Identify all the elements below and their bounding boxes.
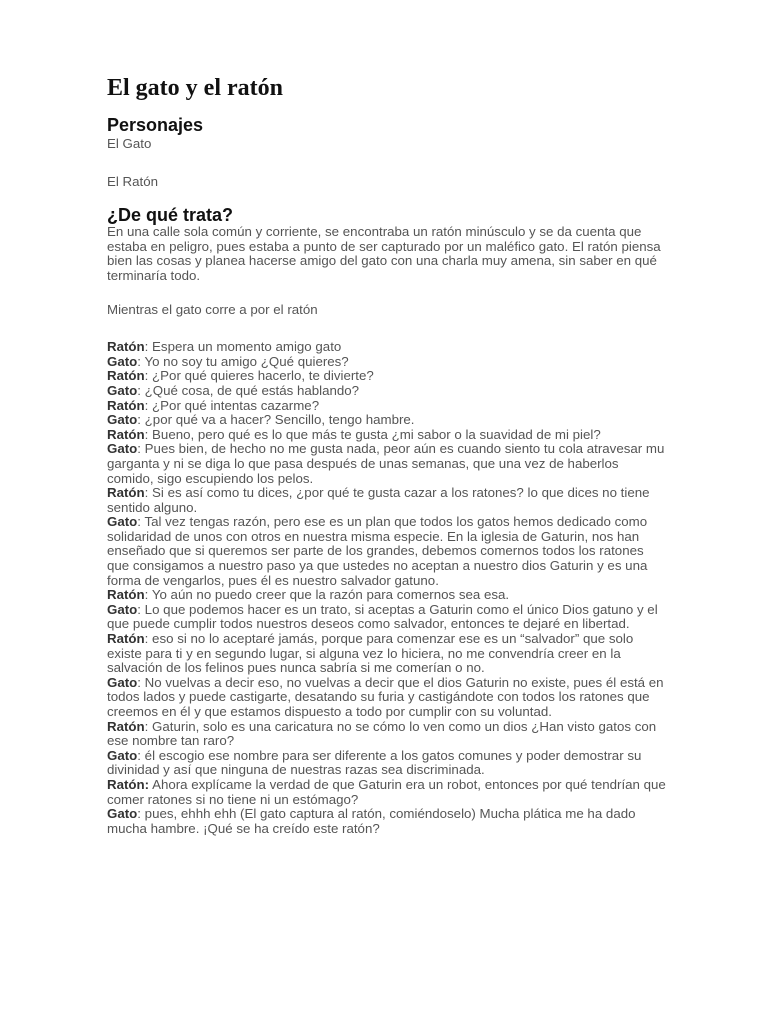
dialogue-text: : Yo no soy tu amigo ¿Qué quieres? xyxy=(137,353,349,369)
dialogue-line xyxy=(107,807,668,836)
dialogue-text: : Lo que podemos hacer es un trato, si aceptas a Gaturin como el único Dios gatuno y el que puede cumplir todos nuestros deseos como salvador, entonces te dejaré en libertad. xyxy=(107,601,658,632)
dialogue-line xyxy=(107,603,668,632)
speaker-name: Gato xyxy=(107,674,138,690)
dialogue-line xyxy=(107,676,668,720)
dialogue-line xyxy=(107,515,668,588)
character-item: El Ratón xyxy=(107,173,158,189)
dialogue-text: : eso si no lo aceptaré jamás, porque para comenzar ese es un “salvador” que solo existe para ti y en segundo lugar, si alguna vez lo hiciera, no me convendría creer en la salvación de los felinos pues nunca sabría si me comerían o no. xyxy=(107,631,634,676)
dialogue-line xyxy=(107,632,668,676)
dialogue-text: : Bueno, pero qué es lo que más te gusta ¿mi sabor o la suavidad de mi piel? xyxy=(144,426,601,442)
dialogue-line xyxy=(107,588,668,603)
speaker-name: Ratón xyxy=(107,397,145,413)
dialogue-line xyxy=(107,778,668,807)
dialogue-line xyxy=(107,442,668,486)
summary-heading: ¿De qué trata? xyxy=(107,205,234,226)
dialogue-text: : él escogio ese nombre para ser diferente a los gatos comunes y poder demostrar su divinidad y así que ninguna de nuestras razas sea discriminada. xyxy=(107,747,642,778)
dialogue-text: : Yo aún no puedo creer que la razón para comernos sea esa. xyxy=(144,587,510,603)
dialogue-block xyxy=(107,340,668,836)
speaker-name: Gato xyxy=(107,601,138,617)
dialogue-line xyxy=(107,720,668,749)
dialogue-line xyxy=(107,486,668,515)
dialogue-text: : No vuelvas a decir eso, no vuelvas a decir que el dios Gaturin no existe, pues él está en todos lados y puede castigarte, desatando su furia y castigándote con todos los ratones que creemos en él y que estamos dispuesto a todo por cumplir con su voluntad. xyxy=(107,674,664,719)
speaker-name: Ratón xyxy=(107,426,145,442)
speaker-name: Gato xyxy=(107,441,138,457)
speaker-name: Ratón xyxy=(107,485,145,501)
speaker-name: Gato xyxy=(107,353,138,369)
dialogue-line xyxy=(107,413,668,428)
dialogue-text: : ¿por qué va a hacer? Sencillo, tengo hambre. xyxy=(137,412,415,428)
dialogue-text: : ¿Por qué quieres hacerlo, te divierte? xyxy=(144,368,374,384)
speaker-name: Gato xyxy=(107,747,138,763)
dialogue-text: : Tal vez tengas razón, pero ese es un plan que todos los gatos hemos dedicado como solidaridad de unos con otros en nuestra misma especie. En la iglesia de Gaturin, nos han enseñado que si queremos ser parte de los grandes, debemos comernos todos los ratones que consigamos a nuestro paso ya que ustedes no aceptan a nuestro dios Gaturin y es una forma de vengarlos, pues él es nuestro salvador gatuno. xyxy=(107,514,648,588)
dialogue-line xyxy=(107,749,668,778)
speaker-name: Gato xyxy=(107,412,138,428)
dialogue-line xyxy=(107,355,668,370)
speaker-name: Ratón xyxy=(107,718,145,734)
dialogue-line xyxy=(107,384,668,399)
speaker-name: Ratón xyxy=(107,587,145,603)
dialogue-text: : Si es así como tu dices, ¿por qué te gusta cazar a los ratones? lo que dices no tiene sentido alguno. xyxy=(107,485,650,515)
dialogue-line xyxy=(107,428,668,443)
speaker-name: Gato xyxy=(107,382,138,398)
speaker-name: Ratón xyxy=(107,339,145,355)
dialogue-text: : ¿Qué cosa, de qué estás hablando? xyxy=(137,382,360,398)
speaker-name: Ratón xyxy=(107,631,145,647)
speaker-name: Ratón: xyxy=(107,776,150,792)
speaker-name: Gato xyxy=(107,806,138,822)
characters-heading: Personajes xyxy=(107,115,204,135)
dialogue-line xyxy=(107,369,668,384)
dialogue-text: : Pues bien, de hecho no me gusta nada, peor aún es cuando siento tu cola atravesar mu garganta y ni se diga lo que pasa después de unas semanas, que una vez de haberlos comido, sigo escupiendo los pelos. xyxy=(107,441,665,486)
speaker-name: Gato xyxy=(107,514,138,530)
dialogue-text: : Gaturin, solo es una caricatura no se cómo lo ven como un dios ¿Han visto gatos con ese nombre tan raro? xyxy=(107,718,657,749)
dialogue-text: : pues, ehhh ehh (El gato captura al ratón, comiéndoselo) Mucha plática me ha dado mucha hambre. ¡Qué se ha creído este ratón? xyxy=(107,806,636,836)
summary-paragraph: En una calle sola común y corriente, se encontraba un ratón minúsculo y se da cuenta que estaba en peligro, pues estaba a punto de ser capturado por un maléfico gato. El ratón piensa bien las cosas y planea hacerse amigo del gato con una charla muy amena, sin saber en qué terminaría todo. xyxy=(107,224,661,283)
dialogue-text: : Espera un momento amigo gato xyxy=(144,339,342,355)
scene-direction: Mientras el gato corre a por el ratón xyxy=(107,301,318,317)
speaker-name: Ratón xyxy=(107,368,145,384)
dialogue-line xyxy=(107,340,668,355)
dialogue-line xyxy=(107,399,668,414)
character-item: El Gato xyxy=(107,136,152,151)
dialogue-text: Ahora explícame la verdad de que Gaturin era un robot, entonces por qué tendrían que comer ratones si no tiene ni un estómago? xyxy=(107,776,666,807)
dialogue-text: : ¿Por qué intentas cazarme? xyxy=(144,397,320,413)
page-title: El gato y el ratón xyxy=(107,75,283,101)
